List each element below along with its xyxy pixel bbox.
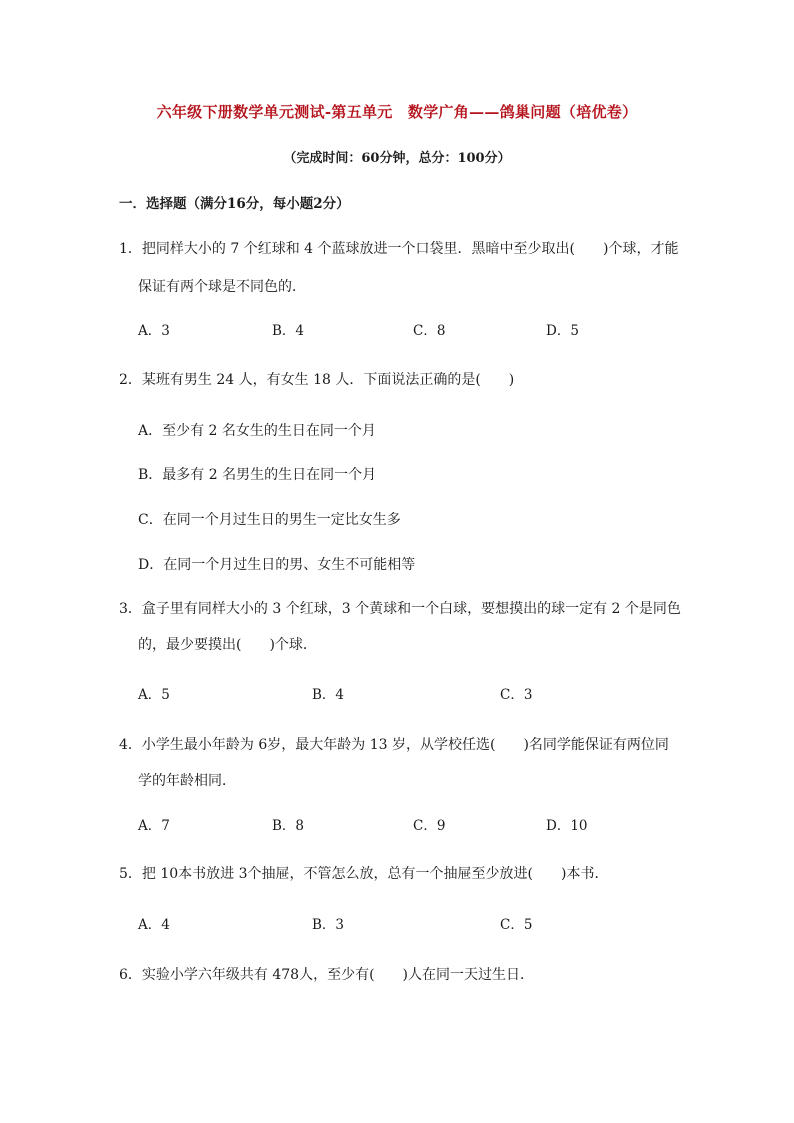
question-3-line-1: 3．盒子里有同样大小的 3 个红球，3 个黄球和一个白球，要想摸出的球一定有 2 个是同色	[119, 601, 681, 617]
question-2-line-1: 2．某班有男生 24 人，有女生 18 人．下面说法正确的是( )	[119, 372, 515, 388]
question-5-option-b: B．3	[312, 917, 345, 933]
question-3-option-c: C．3	[500, 687, 533, 703]
question-4-line-2: 学的年龄相同．	[138, 773, 236, 789]
section-heading: 一．选择题（满分16分，每小题2分）	[119, 196, 350, 212]
question-3-option-b: B．4	[312, 687, 345, 703]
question-4-option-a: A．7	[138, 818, 170, 834]
question-5-option-a: A．4	[138, 917, 170, 933]
question-2-option-d: D．在同一个月过生日的男、女生不可能相等	[138, 557, 416, 573]
question-3-line-2: 的，最少要摸出( )个球．	[138, 637, 317, 653]
question-3-option-a: A．5	[138, 687, 170, 703]
question-2-option-c: C．在同一个月过生日的男生一定比女生多	[138, 512, 401, 528]
question-1-option-d: D．5	[546, 323, 579, 339]
question-4-option-c: C．9	[413, 818, 446, 834]
question-4-option-d: D．10	[546, 818, 588, 834]
question-2-option-b: B．最多有 2 名男生的生日在同一个月	[138, 467, 377, 483]
exam-title: 六年级下册数学单元测试-第五单元 数学广角——鸽巢问题（培优卷）	[156, 103, 638, 121]
question-1-option-b: B．4	[272, 323, 305, 339]
question-5-option-c: C．5	[500, 917, 533, 933]
question-6-line-1: 6．实验小学六年级共有 478人，至少有( )人在同一天过生日．	[119, 967, 535, 983]
exam-subtitle: （完成时间：60分钟，总分：100分）	[283, 151, 511, 166]
question-2-option-a: A．至少有 2 名女生的生日在同一个月	[138, 423, 376, 439]
question-4-line-1: 4．小学生最小年龄为 6岁，最大年龄为 13 岁，从学校任选( )名同学能保证有两位同	[119, 737, 669, 753]
question-1-line-1: 1．把同样大小的 7 个红球和 4 个蓝球放进一个口袋里．黑暗中至少取出( )个球，才能	[119, 241, 679, 257]
question-4-option-b: B．8	[272, 818, 305, 834]
question-5-line-1: 5．把 10本书放进 3个抽屉，不管怎么放，总有一个抽屉至少放进( )本书．	[119, 866, 609, 882]
question-1-line-2: 保证有两个球是不同色的．	[138, 279, 306, 295]
question-1-option-c: C．8	[413, 323, 446, 339]
question-1-option-a: A．3	[138, 323, 170, 339]
